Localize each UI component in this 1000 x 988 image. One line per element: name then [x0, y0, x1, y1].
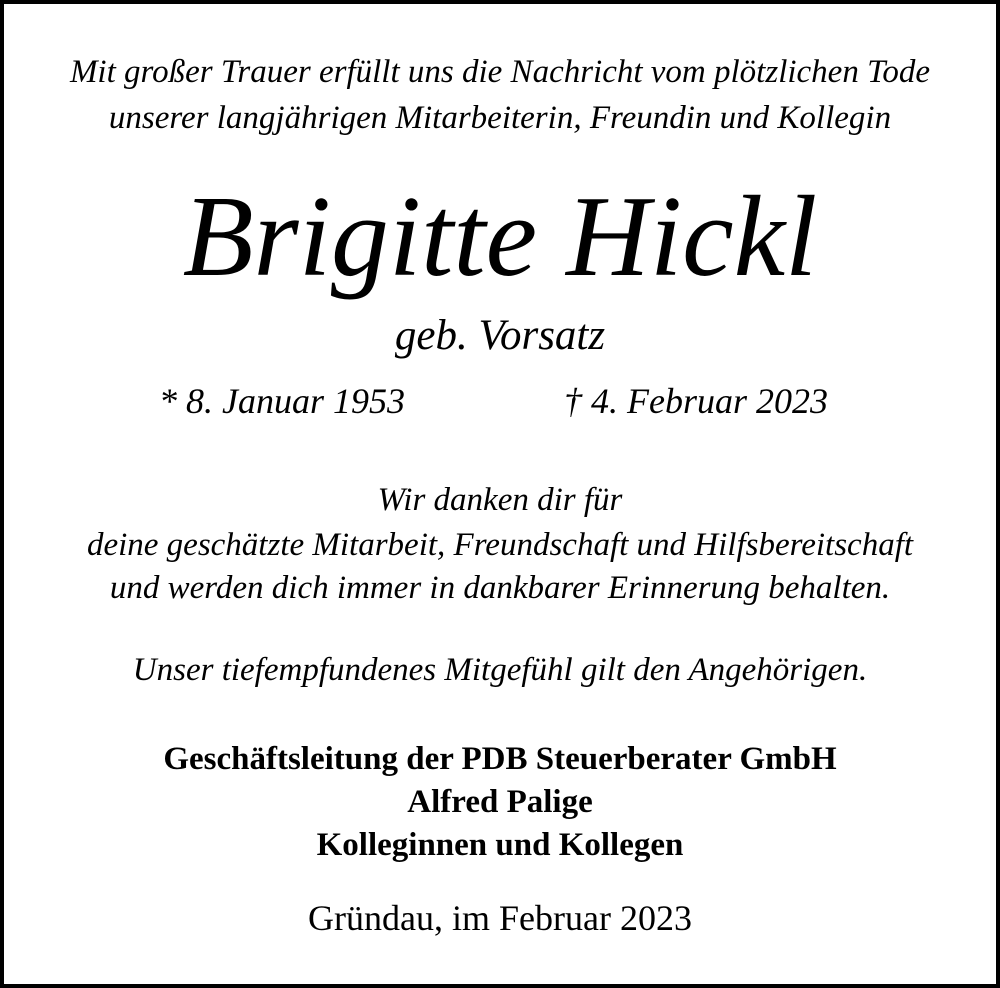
thanks-line: Wir danken dir für [377, 482, 623, 518]
maiden-name: geb. Vorsatz [394, 312, 606, 359]
signatory-line: Alfred Palige [407, 784, 593, 820]
signatory-line: Kolleginnen und Kollegen [316, 827, 684, 863]
place-date: Gründau, im Februar 2023 [308, 898, 692, 938]
intro-line: Mit großer Trauer erfüllt uns die Nachricht vom plötzlichen Tode [69, 54, 931, 90]
thanks-line: deine geschätzte Mitarbeit, Freundschaft und Hilfsbereitschaft [86, 527, 914, 563]
intro-line: unserer langjährigen Mitarbeiterin, Freundin und Kollegin [108, 100, 892, 136]
deceased-name: Brigitte Hickl [182, 173, 818, 301]
birth-date: * 8. Januar 1953 [159, 381, 405, 421]
signatory-line: Geschäftsleitung der PDB Steuerberater GmbH [163, 741, 837, 777]
life-dates [4, 376, 996, 426]
death-date: † 4. Februar 2023 [564, 381, 828, 421]
thanks-line: und werden dich immer in dankbarer Erinnerung behalten. [109, 570, 891, 606]
sympathy-text: Unser tiefempfundenes Mitgefühl gilt den Angehörigen. [132, 652, 868, 688]
